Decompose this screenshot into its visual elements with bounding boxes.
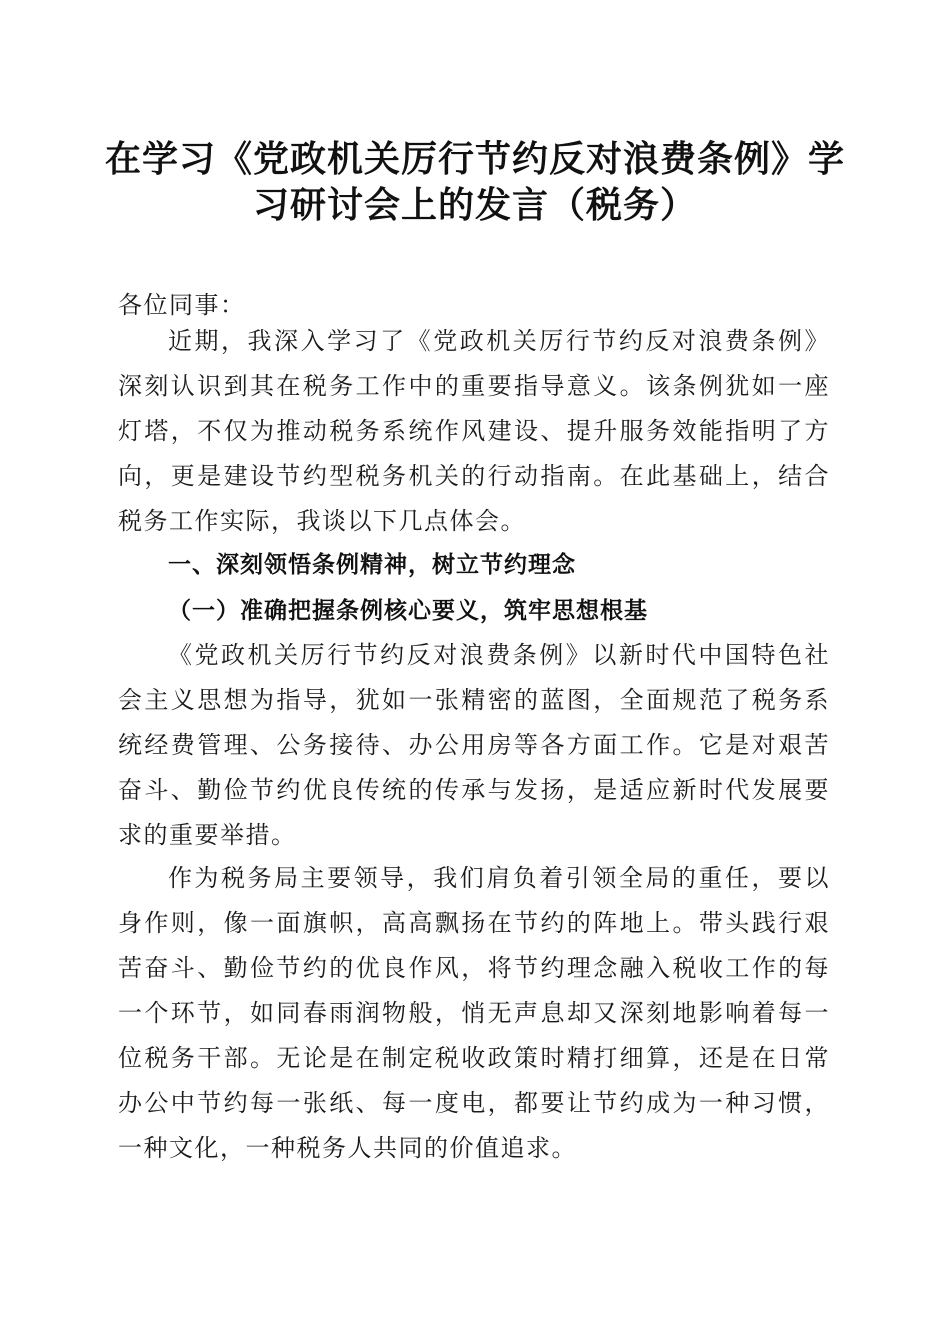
document-title: 在学习《党政机关厉行节约反对浪费条例》学习研讨会上的发言（税务） <box>104 138 845 226</box>
body-paragraph-2: 作为税务局主要领导，我们肩负着引领全局的重任，要以身作则，像一面旗帜，高高飘扬在节约的阵地上。带头践行艰苦奋斗、勤俭节约的优良作风，将节约理念融入税收工作的每一个环节，如同春雨润物般，悄无声息却又深刻地影响着每一位税务干部。无论是在制定税收政策时精打细算，还是在日常办公中节约每一张纸、每一度电，都要让节约成为一种习惯，一种文化，一种税务人共同的价值追求。 <box>118 864 830 1162</box>
intro-paragraph: 近期，我深入学习了《党政机关厉行节约反对浪费条例》深刻认识到其在税务工作中的重要指导意义。该条例犹如一座灯塔，不仅为推动税务系统作风建设、提升服务效能指明了方向，更是建设节约型税务机关的行动指南。在此基础上，结合税务工作实际，我谈以下几点体会。 <box>118 327 830 535</box>
body-paragraph-1: 《党政机关厉行节约反对浪费条例》以新时代中国特色社会主义思想为指导，犹如一张精密的蓝图，全面规范了税务系统经费管理、公务接待、办公用房等各方面工作。它是对艰苦奋斗、勤俭节约优良传统的传承与发扬，是适应新时代发展要求的重要举措。 <box>118 641 830 849</box>
section-heading-1: 一、深刻领悟条例精神，树立节约理念 <box>168 552 576 578</box>
salutation: 各位同事： <box>118 291 246 319</box>
subsection-heading-1: （一）准确把握条例核心要义，筑牢思想根基 <box>168 597 648 624</box>
